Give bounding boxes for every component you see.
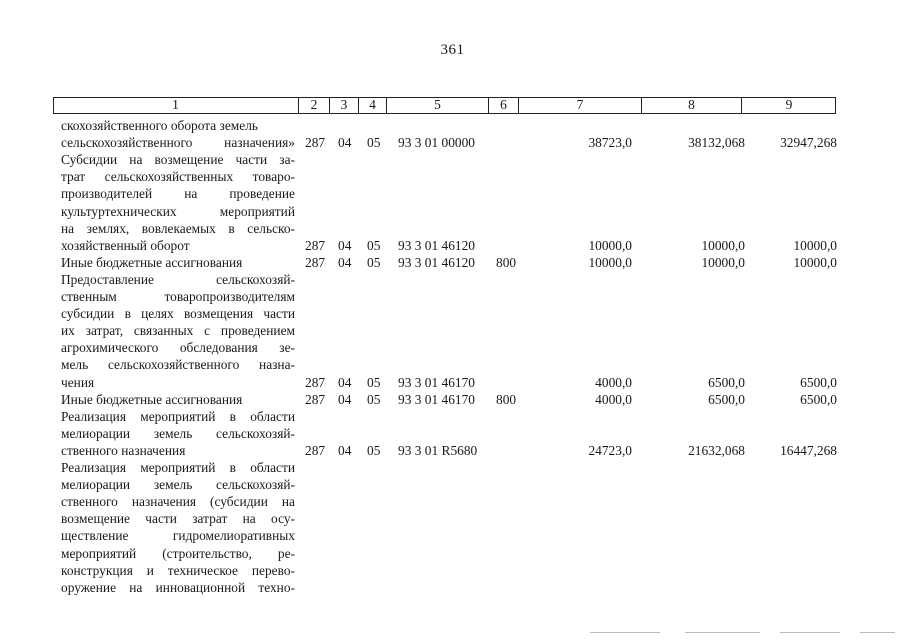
cell-c5: 93 3 01 46170 [398,374,475,390]
cell-c7: 10000,0 [588,237,632,253]
text-line: мероприятий (строительство, ре- [61,545,295,561]
text-line: Реализация мероприятий в области [61,460,295,475]
cell-c8: 6500,0 [708,374,745,390]
text-line: мелиорации земель сельскохозяй- [61,425,295,441]
header-cell-4: 4 [358,97,386,114]
cell-c3: 04 [338,442,352,458]
cell-c7: 10000,0 [588,254,632,270]
text-line: Субсидии на возмещение части за- [61,152,295,168]
cell-c9: 6500,0 [800,374,837,390]
cell-c6: 800 [496,254,517,270]
cell-c4: 05 [367,391,381,407]
header-cell-7: 7 [518,97,641,114]
text-line: мелиорации земель сельскохозяй- [61,477,295,493]
cell-c4: 05 [367,374,381,390]
header-cell-9: 9 [741,97,836,114]
cell-c9: 16447,268 [780,442,837,458]
text-line: трат сельскохозяйственных товаро- [61,169,295,185]
cell-c7: 24723,0 [588,442,632,458]
header-cell-8: 8 [641,97,741,114]
header-cell-3: 3 [329,97,358,114]
cell-c6: 800 [496,391,517,407]
cell-c4: 05 [367,442,381,458]
cell-c3: 04 [338,374,352,390]
header-cell-1: 1 [172,97,179,112]
cell-c5: 93 3 01 46170 [398,391,475,407]
cell-c4: 05 [367,237,381,253]
cell-c2: 287 [305,254,326,270]
cell-c5: 93 3 01 46120 [398,237,475,253]
text-line: производителей на проведение [61,186,295,202]
cell-c3: 04 [338,391,352,407]
cell-c9: 6500,0 [800,391,837,407]
cell-c8: 10000,0 [701,254,745,270]
text-line: ственным товаропроизводителям [61,289,295,304]
cell-c8: 6500,0 [708,391,745,407]
cell-c8: 21632,068 [688,442,745,458]
cell-c3: 04 [338,237,352,253]
text-line: Иные бюджетные ассигнования [61,391,243,407]
cell-c2: 287 [305,135,326,151]
text-line: мель сельскохозяйственного назна- [61,357,295,373]
cell-c5: 93 3 01 00000 [398,135,475,151]
text-line: скохозяйственного оборота земель [61,118,259,133]
text-line: Предоставление сельскохозяй- [61,271,295,287]
text-line: ственного назначения [61,442,186,458]
cell-c5: 93 3 01 R5680 [398,442,478,458]
text-line: хозяйственный оборот [61,237,190,253]
cell-c9: 32947,268 [780,135,837,151]
cell-c5: 93 3 01 46120 [398,254,475,270]
text-line: их затрат, связанных с проведением [61,323,295,339]
header-cell-6: 6 [488,97,518,114]
cell-c3: 04 [338,135,352,151]
cell-c2: 287 [305,374,326,390]
header-cell-5: 5 [386,97,488,114]
text-line: возмещение части затрат на осу- [61,511,295,527]
cell-c8: 10000,0 [701,237,745,253]
cell-c4: 05 [367,254,381,270]
text-line: чения [61,374,95,390]
text-line: субсидии в целях возмещения части [61,306,295,322]
cell-c7: 4000,0 [595,374,632,390]
cell-c9: 10000,0 [793,254,837,270]
text-line: сельскохозяйственного назначения» [61,135,295,151]
cell-c8: 38132,068 [688,135,745,151]
text-line: Иные бюджетные ассигнования [61,254,243,270]
cell-c2: 287 [305,442,326,458]
cell-c2: 287 [305,391,326,407]
text-line: конструкция и техническое перево- [61,562,295,578]
cell-c4: 05 [367,135,381,151]
cell-c9: 10000,0 [793,237,837,253]
cell-c3: 04 [338,254,352,270]
text-line: ществление гидромелиоративных [61,528,295,544]
text-line: на землях, вовлекаемых в сельско- [61,220,295,236]
scan-artifact [590,632,900,635]
text-line: оружение на инновационной техно- [61,579,295,595]
text-line: агрохимического обследования зе- [61,340,295,356]
cell-c2: 287 [305,237,326,253]
cell-c7: 38723,0 [588,135,632,151]
page-number: 361 [440,42,465,58]
header-cell-2: 2 [298,97,329,114]
cell-c7: 4000,0 [595,391,632,407]
text-line: культуртехнических мероприятий [61,203,295,219]
text-line: ственного назначения (субсидии на [61,494,295,510]
text-line: Реализация мероприятий в области [61,408,295,424]
